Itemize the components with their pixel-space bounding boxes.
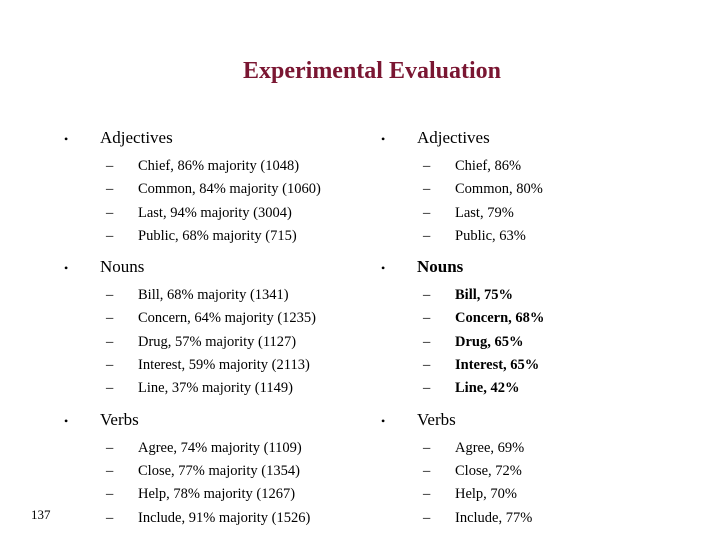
list-item bbox=[64, 228, 364, 251]
section-heading-row bbox=[381, 410, 681, 438]
dash-icon: – bbox=[423, 509, 431, 526]
list-item bbox=[64, 510, 364, 533]
bullet-icon: • bbox=[381, 413, 386, 428]
list-item-text: Drug, 57% majority (1127) bbox=[138, 333, 297, 350]
dash-icon: – bbox=[106, 486, 114, 503]
section-heading: Verbs bbox=[417, 409, 456, 429]
list-item-text: Common, 84% majority (1060) bbox=[138, 181, 321, 198]
list-item bbox=[381, 440, 681, 463]
list-item-text: Chief, 86% bbox=[455, 158, 522, 174]
list-item-text: Include, 77% bbox=[455, 509, 533, 526]
list-item-text: Bill, 75% bbox=[455, 287, 514, 304]
list-item-text: Help, 70% bbox=[455, 486, 518, 503]
list-item bbox=[381, 334, 681, 357]
list-item bbox=[64, 463, 364, 486]
list-item-text: Interest, 65% bbox=[455, 357, 540, 374]
list-item-text: Last, 79% bbox=[455, 204, 514, 221]
bullet-icon: • bbox=[64, 413, 69, 428]
list-item bbox=[64, 380, 364, 403]
right-section-2 bbox=[381, 410, 681, 533]
list-item-text: Drug, 65% bbox=[455, 333, 524, 350]
list-item-text: Help, 78% majority (1267) bbox=[138, 486, 296, 503]
dash-icon: – bbox=[423, 310, 431, 327]
left-section-1 bbox=[64, 257, 364, 403]
list-item bbox=[64, 205, 364, 228]
bullet-icon: • bbox=[64, 132, 69, 146]
dash-icon: – bbox=[423, 287, 431, 304]
list-item-text: Common, 80% bbox=[455, 181, 543, 198]
list-item-text: Close, 77% majority (1354) bbox=[138, 462, 300, 479]
left-section-2 bbox=[64, 410, 364, 533]
list-item bbox=[381, 287, 681, 310]
dash-icon: – bbox=[423, 227, 431, 244]
bullet-icon: • bbox=[64, 261, 69, 276]
section-heading: Nouns bbox=[100, 257, 145, 277]
list-item-text: Agree, 74% majority (1109) bbox=[138, 439, 302, 456]
right-column bbox=[381, 128, 681, 539]
dash-icon: – bbox=[423, 204, 431, 221]
list-item bbox=[64, 440, 364, 463]
slide-title: Experimental Evaluation bbox=[242, 58, 501, 84]
list-item bbox=[381, 228, 681, 251]
dash-icon: – bbox=[106, 357, 114, 374]
section-heading: Adjectives bbox=[100, 128, 173, 147]
list-item-text: Line, 42% bbox=[455, 380, 520, 397]
dash-icon: – bbox=[106, 380, 114, 397]
dash-icon: – bbox=[106, 439, 114, 456]
list-item bbox=[64, 357, 364, 380]
section-heading-row bbox=[64, 410, 364, 438]
list-item-text: Public, 68% majority (715) bbox=[138, 227, 297, 244]
dash-icon: – bbox=[423, 333, 431, 350]
section-heading-row bbox=[64, 128, 364, 156]
list-item bbox=[64, 287, 364, 310]
bullet-icon: • bbox=[381, 132, 386, 146]
list-item bbox=[381, 510, 681, 533]
list-item-text: Bill, 68% majority (1341) bbox=[138, 287, 289, 304]
dash-icon: – bbox=[423, 486, 431, 503]
list-item bbox=[381, 310, 681, 333]
right-section-0 bbox=[381, 128, 681, 251]
list-item-text: Agree, 69% bbox=[455, 439, 525, 456]
sub-list bbox=[64, 440, 364, 533]
list-item-text: Include, 91% majority (1526) bbox=[138, 509, 311, 526]
sub-list bbox=[64, 158, 364, 251]
dash-icon: – bbox=[106, 204, 114, 221]
dash-icon: – bbox=[106, 333, 114, 350]
dash-icon: – bbox=[423, 462, 431, 479]
list-item bbox=[64, 181, 364, 204]
list-item bbox=[381, 158, 681, 181]
right-section-1 bbox=[381, 257, 681, 403]
section-heading-row bbox=[381, 128, 681, 156]
left-section-0 bbox=[64, 128, 364, 251]
dash-icon: – bbox=[423, 357, 431, 374]
dash-icon: – bbox=[423, 380, 431, 397]
list-item bbox=[64, 158, 364, 181]
list-item-text: Concern, 68% bbox=[455, 310, 545, 327]
left-column bbox=[64, 128, 364, 539]
dash-icon: – bbox=[423, 181, 431, 198]
dash-icon: – bbox=[106, 181, 114, 198]
dash-icon: – bbox=[106, 287, 114, 304]
sub-list bbox=[381, 287, 681, 403]
list-item-text: Public, 63% bbox=[455, 227, 526, 244]
sub-list bbox=[64, 287, 364, 403]
bullet-icon: • bbox=[381, 261, 386, 276]
section-heading: Nouns bbox=[417, 257, 464, 277]
list-item-text: Close, 72% bbox=[455, 462, 522, 479]
list-item-text: Chief, 86% majority (1048) bbox=[138, 158, 300, 174]
list-item bbox=[381, 181, 681, 204]
dash-icon: – bbox=[106, 227, 114, 244]
dash-icon: – bbox=[423, 158, 431, 174]
section-heading: Adjectives bbox=[417, 128, 490, 147]
list-item-text: Concern, 64% majority (1235) bbox=[138, 310, 316, 327]
section-heading-row bbox=[381, 257, 681, 285]
list-item bbox=[381, 357, 681, 380]
page-number: 137 bbox=[31, 507, 51, 522]
dash-icon: – bbox=[423, 439, 431, 456]
sub-list bbox=[381, 158, 681, 251]
list-item bbox=[381, 205, 681, 228]
dash-icon: – bbox=[106, 310, 114, 327]
sub-list bbox=[381, 440, 681, 533]
list-item bbox=[64, 334, 364, 357]
list-item bbox=[381, 486, 681, 509]
list-item bbox=[381, 463, 681, 486]
list-item bbox=[64, 310, 364, 333]
list-item bbox=[64, 486, 364, 509]
list-item-text: Last, 94% majority (3004) bbox=[138, 204, 292, 221]
list-item-text: Interest, 59% majority (2113) bbox=[138, 357, 310, 374]
dash-icon: – bbox=[106, 158, 114, 174]
list-item bbox=[381, 380, 681, 403]
dash-icon: – bbox=[106, 509, 114, 526]
section-heading-row bbox=[64, 257, 364, 285]
dash-icon: – bbox=[106, 462, 114, 479]
section-heading: Verbs bbox=[100, 409, 139, 429]
list-item-text: Line, 37% majority (1149) bbox=[138, 380, 293, 397]
